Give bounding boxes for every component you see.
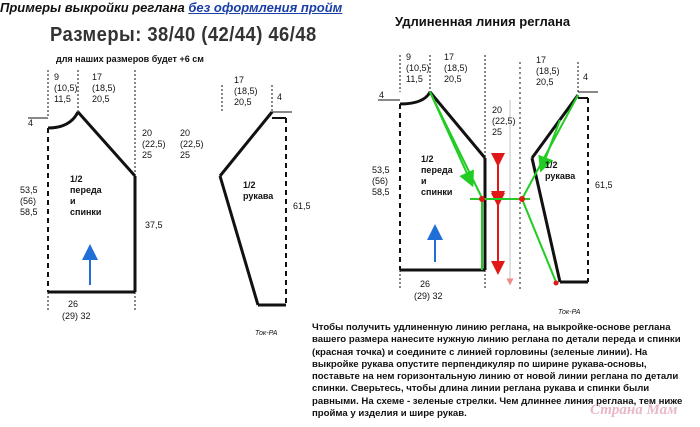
dim-raglan-width: (18,5) [444, 63, 468, 73]
piece-label: спинки [70, 207, 102, 217]
dim-raglan-width: 17 [444, 52, 455, 62]
explanation-text: Чтобы получить удлиненную линию реглана, на выкройке-основе реглана вашего размера нанесите нужную линию реглана по детали переда и спинки (красная точка) и соедините с линией горловины (зеленые линии). На выкройке рукава опустите перпендикуляр по ширине рукава-основы, поставьте на нем горизонтальную линию от новой линии реглана по детали спинки. Сверьтесь, чтобы длина линии реглана рукава и спинки были равными. На схеме - зеленые стрелки. Чем длиннее линия реглана, тем ниже пройма у изделия и шире рукав. [312, 322, 683, 420]
dim-length: (56) [20, 196, 37, 206]
dim-neck-width: 11,5 [54, 94, 71, 104]
dim-sleeve-top: 17 [234, 75, 245, 85]
dim-length: 58,5 [20, 207, 38, 217]
dim-width: 26 [420, 279, 431, 289]
dim-armhole: 25 [492, 127, 503, 137]
dim-lower-side: 37,5 [145, 220, 163, 230]
red-point [554, 281, 559, 286]
dim-sleeve-top: 20,5 [536, 77, 554, 87]
dim-length: (56) [372, 176, 389, 186]
dim-neck-width: 9 [406, 52, 412, 62]
piece-label: спинки [421, 187, 453, 197]
sleeve-label: рукава [243, 191, 274, 201]
piece-label: и [421, 176, 427, 186]
watermark: Страна Мам [590, 402, 678, 418]
sleeve-label: 1/2 [545, 160, 558, 170]
dim-width: (29) 32 [62, 311, 91, 321]
dim-armhole: 20 [142, 128, 153, 138]
dim-neck-width: (10,5) [54, 83, 78, 93]
dim-neck-width: 9 [54, 72, 60, 82]
right-sleeve-pattern [510, 55, 613, 316]
dim-sleeve-top: 17 [536, 55, 547, 65]
dim-width: (29) 32 [414, 291, 443, 301]
dim-sleeve-raglan: (22,5) [180, 139, 204, 149]
dim-neck-drop: 4 [379, 90, 385, 100]
right-title: Удлиненная линия реглана [395, 14, 571, 29]
sleeve-raglan-line [532, 95, 578, 158]
dim-sleeve-raglan: 20 [180, 128, 191, 138]
dim-length: 53,5 [372, 165, 390, 175]
dim-raglan-width: 20,5 [444, 74, 462, 84]
dim-length: 53,5 [20, 185, 38, 195]
sleeve-label: рукава [545, 171, 576, 181]
signature: Ток-РА [558, 309, 581, 316]
dim-width: 26 [68, 299, 79, 309]
signature: Ток-РА [255, 330, 278, 337]
red-point [479, 196, 485, 202]
red-point [519, 196, 525, 202]
dim-neck-drop: 4 [28, 118, 34, 128]
dim-armhole: (22,5) [142, 139, 166, 149]
left-sleeve-pattern [180, 75, 311, 337]
right-body-pattern [372, 52, 530, 301]
neckline [400, 92, 430, 104]
dim-armhole: 25 [142, 150, 153, 160]
green-arrow-icon [543, 120, 560, 165]
dim-raglan-width: 17 [92, 72, 103, 82]
sleeve-label: 1/2 [243, 180, 256, 190]
dim-neck-width: 11,5 [406, 74, 423, 84]
dim-sleeve-length: 61,5 [293, 201, 311, 211]
dim-sleeve-right: 4 [277, 92, 283, 102]
dim-neck-width: (10,5) [406, 63, 430, 73]
size-note: для наших размеров будет +6 см [56, 54, 204, 64]
neckline [48, 112, 78, 128]
dim-armhole: (22,5) [492, 116, 516, 126]
piece-label: переда [421, 165, 453, 175]
piece-label: 1/2 [421, 154, 434, 164]
raglan-line [78, 112, 135, 176]
title-part2: без оформления пройм [188, 0, 343, 15]
dim-sleeve-top: 20,5 [234, 97, 252, 107]
dim-raglan-width: 20,5 [92, 94, 110, 104]
dim-raglan-width: (18,5) [92, 83, 116, 93]
dim-sleeve-top: (18,5) [234, 86, 258, 96]
dim-sleeve-length: 61,5 [595, 180, 613, 190]
sleeve-raglan-line [220, 112, 272, 176]
left-body-pattern [20, 70, 166, 321]
title-part1: Примеры выкройки реглана [0, 0, 189, 15]
piece-label: 1/2 [70, 174, 83, 184]
dim-sleeve-top: (18,5) [536, 66, 560, 76]
dim-sleeve-raglan: 25 [180, 150, 191, 160]
piece-label: и [70, 196, 76, 206]
dim-sleeve-right: 4 [583, 72, 589, 82]
dim-armhole: 20 [492, 105, 503, 115]
piece-label: переда [70, 185, 102, 195]
sizes-label: Размеры: 38/40 (42/44) 46/48 [50, 24, 317, 46]
dim-length: 58,5 [372, 187, 390, 197]
